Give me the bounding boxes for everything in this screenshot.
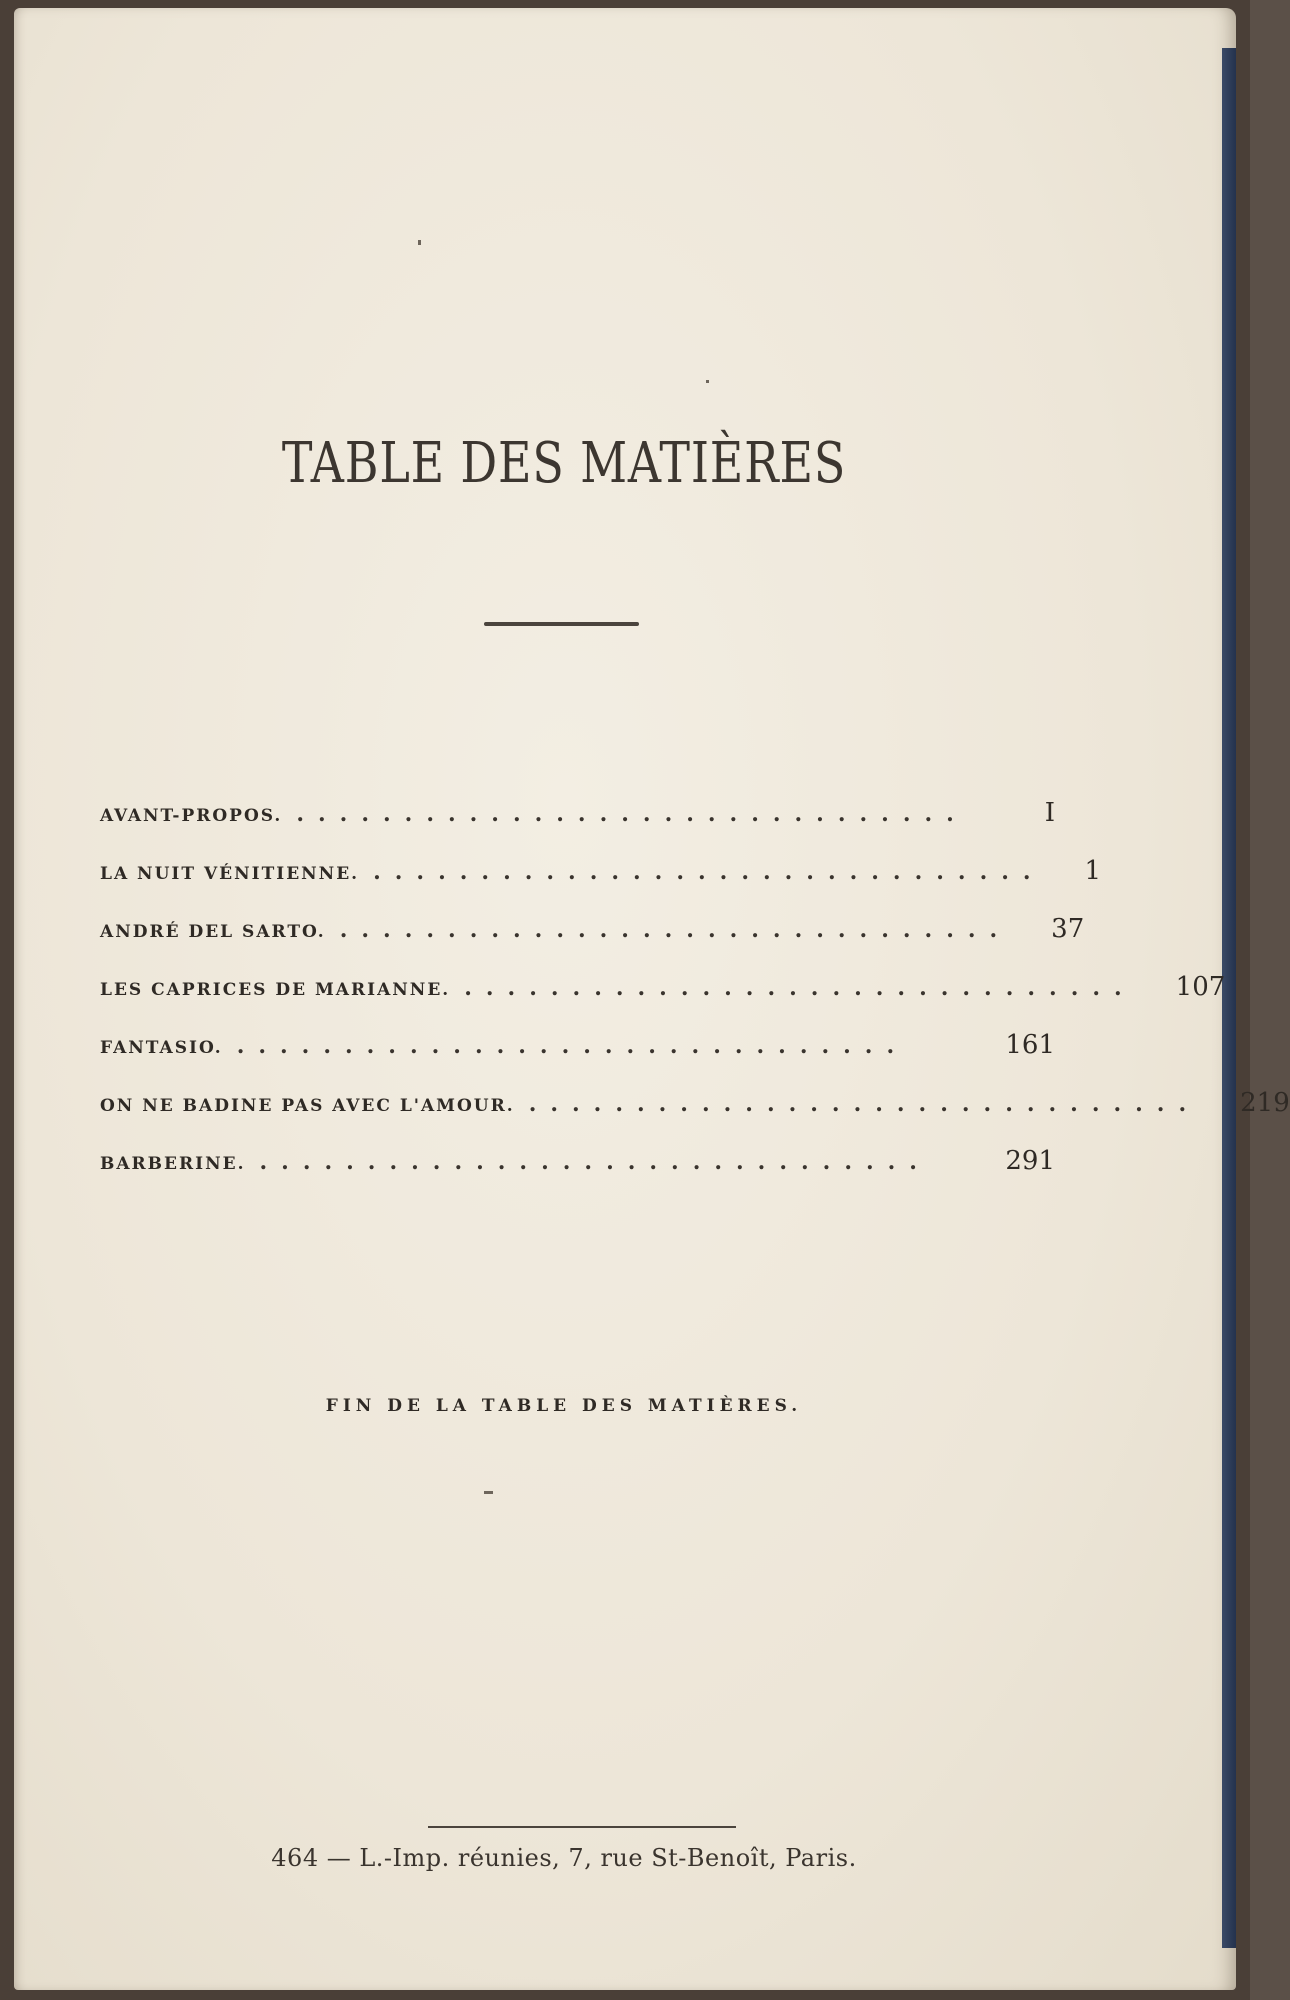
toc-entry-title: LES CAPRICES DE MARIANNE. (100, 980, 451, 1000)
toc-entry-title: ON NE BADINE PAS AVEC L'AMOUR. (100, 1096, 515, 1116)
toc-entry-page: 107 (1175, 972, 1226, 1002)
toc-entry (100, 914, 1085, 972)
toc-entry (100, 856, 1102, 914)
dot-leader: ............................... (339, 917, 1012, 943)
toc-entry-page: 37 (1051, 914, 1085, 944)
dot-leader: ............................... (528, 1091, 1201, 1117)
print-speck (706, 380, 709, 383)
dot-leader: ............................... (464, 975, 1136, 1001)
toc-entry-page: 1 (1084, 856, 1102, 886)
dot-leader: ............................... (236, 1033, 909, 1059)
dot-leader: ............................... (296, 801, 968, 827)
toc-entry (100, 1030, 1055, 1088)
toc-entry-title: AVANT-PROPOS. (100, 806, 283, 826)
dot-leader: ............................... (259, 1149, 931, 1175)
toc-entry-title: FANTASIO. (100, 1038, 223, 1058)
footer-divider (428, 1826, 736, 1828)
toc-entry (100, 972, 1226, 1030)
dot-leader: ............................... (373, 859, 1045, 885)
toc-entry-title: LA NUIT VÉNITIENNE. (100, 864, 360, 884)
toc-entry (100, 1146, 1055, 1204)
print-speck (418, 240, 421, 245)
print-speck (484, 1491, 493, 1494)
toc-entry-page: I (1044, 798, 1055, 828)
toc-entry-title: ANDRÉ DEL SARTO. (100, 922, 326, 942)
end-of-contents-note: FIN DE LA TABLE DES MATIÈRES. (325, 1396, 803, 1416)
page-title: TABLE DES MATIÈRES (281, 431, 847, 496)
printer-imprint: 464 — L.-Imp. réunies, 7, rue St-Benoît, Paris. (271, 1844, 857, 1872)
toc-entry-page: 219 (1240, 1088, 1290, 1118)
table-of-contents (100, 798, 1290, 1204)
title-divider (484, 622, 639, 626)
toc-entry-title: BARBERINE. (100, 1154, 246, 1174)
toc-entry (100, 1088, 1290, 1146)
toc-entry-page: 161 (1005, 1030, 1055, 1060)
book-page (14, 8, 1290, 1990)
toc-entry (100, 798, 1055, 856)
toc-entry-page: 291 (1005, 1146, 1055, 1176)
